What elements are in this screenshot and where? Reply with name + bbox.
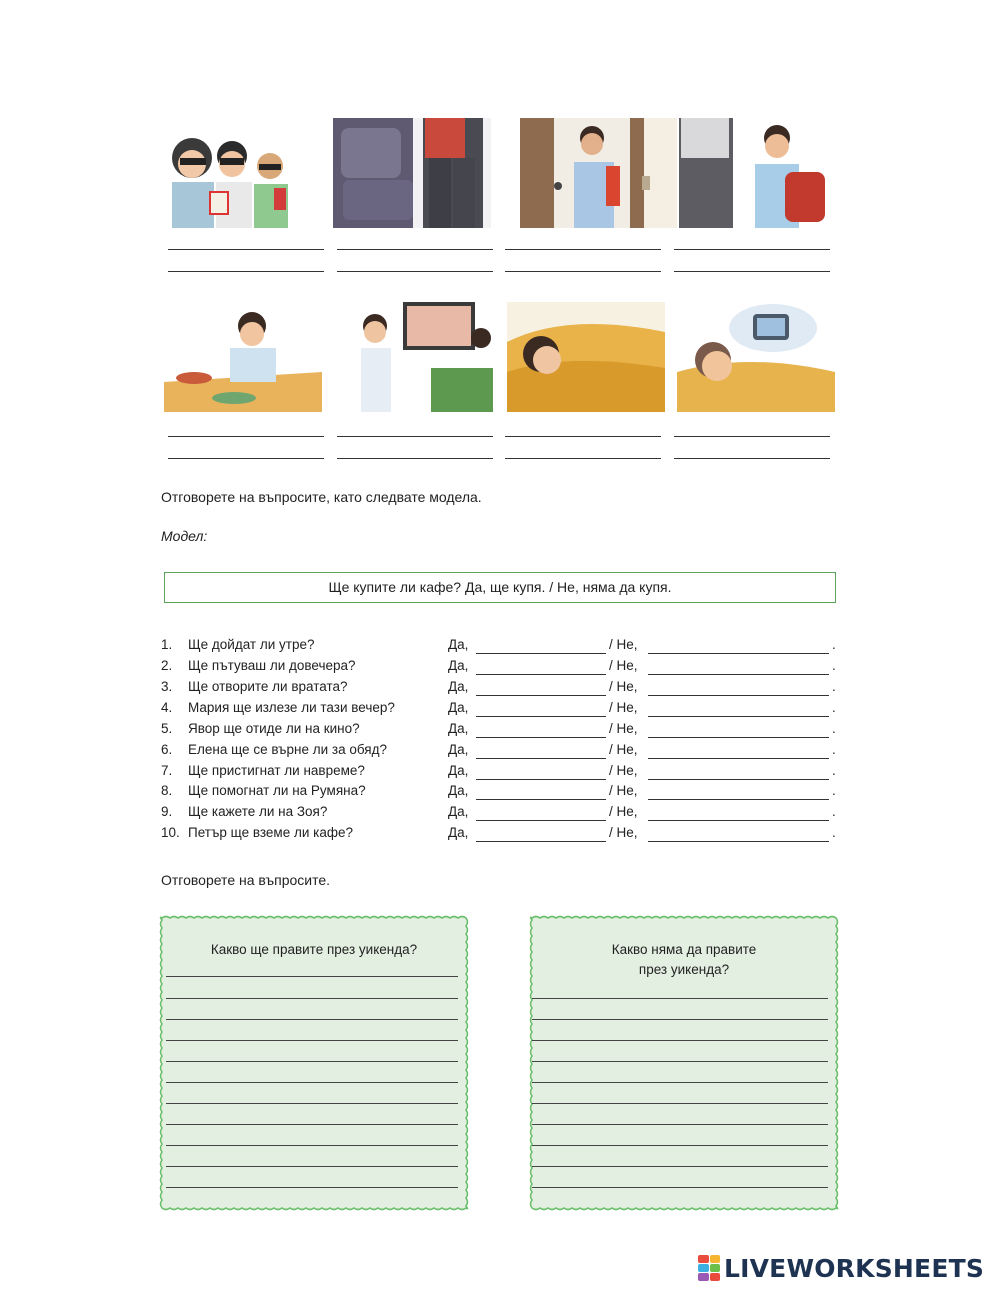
no-label: / Не, [609, 637, 638, 652]
yes-label: Да, [448, 783, 469, 798]
picture-sad-dinner [164, 302, 322, 412]
yes-label: Да, [448, 721, 469, 736]
write-line[interactable] [337, 436, 493, 437]
no-answer-blank[interactable] [648, 758, 829, 759]
yes-answer-blank[interactable] [476, 820, 606, 821]
no-answer-blank[interactable] [648, 779, 829, 780]
write-line[interactable] [168, 249, 324, 250]
question-number: 10. [161, 825, 180, 840]
period: . [832, 783, 836, 798]
write-line[interactable] [168, 458, 324, 459]
yes-answer-blank[interactable] [476, 716, 606, 717]
yes-answer-blank[interactable] [476, 695, 606, 696]
weekend-not-plans-question-line2: през уикенда? [638, 962, 730, 977]
no-answer-blank[interactable] [648, 674, 829, 675]
weekend-not-plans-question-line1: Какво няма да правите [611, 942, 757, 957]
yes-answer-blank[interactable] [476, 779, 606, 780]
no-label: / Не, [609, 825, 638, 840]
question-number: 4. [161, 700, 173, 715]
answer-line[interactable] [166, 1019, 458, 1020]
period: . [832, 658, 836, 673]
write-line[interactable] [674, 249, 830, 250]
yes-label: Да, [448, 825, 469, 840]
yes-label: Да, [448, 637, 469, 652]
question-text: Елена ще се върне ли за обяд? [188, 742, 387, 757]
write-line[interactable] [337, 249, 493, 250]
write-line[interactable] [674, 436, 830, 437]
answer-line[interactable] [532, 1061, 828, 1062]
model-sentence: Ще купите ли кафе? Да, ще купя. / Не, няма да купя. [328, 579, 672, 595]
question-number: 5. [161, 721, 173, 736]
period: . [832, 742, 836, 757]
picture-seats [333, 118, 491, 228]
period: . [832, 721, 836, 736]
question-number: 8. [161, 783, 173, 798]
no-answer-blank[interactable] [648, 737, 829, 738]
answer-line[interactable] [532, 1187, 828, 1188]
question-text: Явор ще отиде ли на кино? [188, 721, 360, 736]
answer-line[interactable] [532, 1103, 828, 1104]
period: . [832, 825, 836, 840]
write-line[interactable] [674, 458, 830, 459]
period: . [832, 637, 836, 652]
instruction-model: Отговорете на въпросите, като следвате модела. [161, 489, 482, 505]
write-line[interactable] [168, 436, 324, 437]
write-line[interactable] [337, 271, 493, 272]
weekend-plans-question: Какво ще правите през уикенда? [210, 942, 418, 957]
yes-answer-blank[interactable] [476, 674, 606, 675]
question-number: 3. [161, 679, 173, 694]
yes-label: Да, [448, 700, 469, 715]
no-label: / Не, [609, 804, 638, 819]
write-line[interactable] [505, 436, 661, 437]
picture-tv-room [335, 302, 493, 412]
question-number: 7. [161, 763, 173, 778]
yes-label: Да, [448, 804, 469, 819]
yes-answer-blank[interactable] [476, 841, 606, 842]
answer-line[interactable] [532, 1040, 828, 1041]
no-answer-blank[interactable] [648, 841, 829, 842]
no-answer-blank[interactable] [648, 653, 829, 654]
period: . [832, 700, 836, 715]
question-text: Ще дойдат ли утре? [188, 637, 315, 652]
answer-line[interactable] [532, 1145, 828, 1146]
answer-line[interactable] [166, 1040, 458, 1041]
write-line[interactable] [505, 458, 661, 459]
write-line[interactable] [505, 249, 661, 250]
yes-answer-blank[interactable] [476, 799, 606, 800]
model-label: Модел: [161, 528, 208, 544]
picture-door [520, 118, 678, 228]
answer-line[interactable] [166, 998, 458, 999]
question-text: Ще отворите ли вратата? [188, 679, 348, 694]
question-text: Ще пристигнат ли навреме? [188, 763, 365, 778]
answer-line[interactable] [166, 1124, 458, 1125]
weekend-not-plans-card [528, 914, 840, 1212]
no-answer-blank[interactable] [648, 716, 829, 717]
question-text: Ще кажете ли на Зоя? [188, 804, 328, 819]
logo-blocks-icon [698, 1255, 720, 1281]
picture-dreaming-phone [677, 302, 835, 412]
question-text: Ще пътуваш ли довечера? [188, 658, 356, 673]
yes-label: Да, [448, 658, 469, 673]
period: . [832, 679, 836, 694]
yes-answer-blank[interactable] [476, 737, 606, 738]
no-answer-blank[interactable] [648, 695, 829, 696]
answer-line[interactable] [166, 1082, 458, 1083]
answer-line[interactable] [166, 1187, 458, 1188]
no-label: / Не, [609, 763, 638, 778]
yes-label: Да, [448, 679, 469, 694]
period: . [832, 804, 836, 819]
yes-answer-blank[interactable] [476, 758, 606, 759]
answer-line[interactable] [532, 1082, 828, 1083]
yes-label: Да, [448, 763, 469, 778]
answer-line[interactable] [166, 1166, 458, 1167]
question-text: Петър ще вземе ли кафе? [188, 825, 353, 840]
answer-line[interactable] [166, 1061, 458, 1062]
instruction-answer: Отговорете на въпросите. [161, 872, 331, 888]
no-label: / Не, [609, 658, 638, 673]
logo-text: LIVEWORKSHEETS [724, 1253, 985, 1283]
answer-line[interactable] [532, 1124, 828, 1125]
answer-line[interactable] [532, 1019, 828, 1020]
no-answer-blank[interactable] [648, 799, 829, 800]
no-answer-blank[interactable] [648, 820, 829, 821]
write-line[interactable] [674, 271, 830, 272]
question-number: 9. [161, 804, 173, 819]
no-label: / Не, [609, 783, 638, 798]
no-label: / Не, [609, 679, 638, 694]
no-label: / Не, [609, 700, 638, 715]
no-label: / Не, [609, 742, 638, 757]
picture-backpack [677, 118, 835, 228]
write-line[interactable] [168, 271, 324, 272]
period: . [832, 763, 836, 778]
model-example-box [164, 572, 836, 603]
question-number: 1. [161, 637, 173, 652]
picture-cinema [164, 118, 322, 228]
question-text: Мария ще излезе ли тази вечер? [188, 700, 395, 715]
liveworksheets-logo[interactable] [698, 1253, 984, 1283]
answer-line[interactable] [532, 998, 828, 999]
yes-label: Да, [448, 742, 469, 757]
answer-line[interactable] [532, 1166, 828, 1167]
write-line[interactable] [337, 458, 493, 459]
weekend-plans-card [158, 914, 470, 1212]
question-number: 2. [161, 658, 173, 673]
answer-line[interactable] [166, 1145, 458, 1146]
picture-sleeping [507, 302, 665, 412]
no-label: / Не, [609, 721, 638, 736]
answer-line[interactable] [166, 976, 458, 977]
yes-answer-blank[interactable] [476, 653, 606, 654]
write-line[interactable] [505, 271, 661, 272]
question-number: 6. [161, 742, 173, 757]
answer-line[interactable] [166, 1103, 458, 1104]
question-text: Ще помогнат ли на Румяна? [188, 783, 366, 798]
